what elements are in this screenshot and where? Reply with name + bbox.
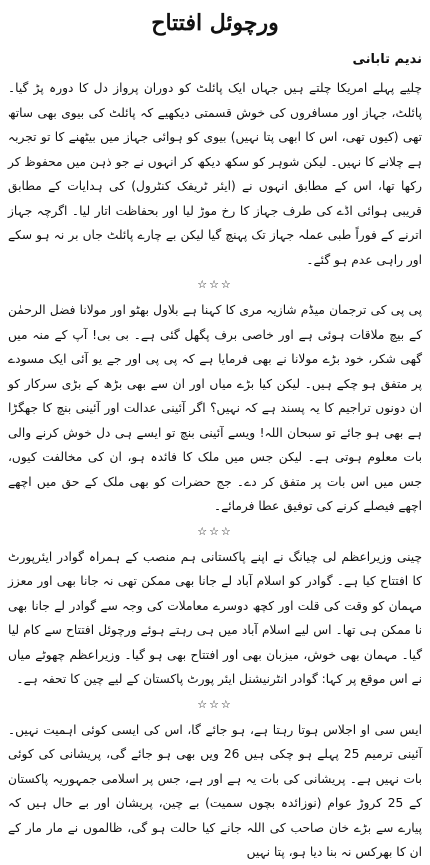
section-separator: ☆☆☆ [197,697,233,711]
paragraph-2: پی پی کی ترجمان میڈم شازیہ مری کا کہنا ہے بلاول بھٹو اور مولانا فضل الرحمٰن کے بیچ ملاقات ہوئی ہے اور خاصی برف پگھل گئی ہے۔ بی بی! آپ کے منہ میں گھی شکر، خود بڑے مولانا نے بھی فرمایا ہے کہ پی پی اور جے یو آئی ایک مسودے پر متفق ہو چکے ہیں۔ لیکن کیا بڑے میاں اور ان سے بھی بڑھ کے بڑی سرکار کو ان دونوں تراجیم کا یہ پسند ہے کہ نہیں؟ اگر آئینی عدالت اور آئینی بنچ کا جھگڑا ہے بھی ہو جائے تو سبحان اللہ! ویسے آئینی بنچ تو ایسے ہی دل خوش کرنے والی بات معلوم ہوتی ہے۔ لیکن جس میں ملک کا فائدہ ہو، ان کی مخالفت کیوں، جس میں اس بات پر متفق کر دے۔ جج حضرات کو بھی ملک کے حق میں اچھے اچھے فیصلے کرنے کی توفیق عطا فرمائے۔ [8,303,422,513]
paragraph-1: چلیے پہلے امریکا چلتے ہیں جہاں ایک پائلٹ کو دوران پرواز دل کا دورہ پڑ گیا۔ پائلٹ، جہاز اور مسافروں کی خوش قسمتی دیکھیے کہ پائلٹ کی بیوی بھی ساتھ تھی (کیوں تھی، اس کا ابھی پتا نہیں) بیوی کو ہوائی جہاز میں بیٹھنے کا تو تجربہ ہے چلانے کا نہیں۔ لیکن شوہر کو سکھ دیکھ کر انہوں نے جو ذہن میں محفوظ کر رکھا تھا، اس کے مطابق انہوں نے (ایئر ٹریفک کنٹرول) کی ہدایات کے مطابق قریبی ہوائی اڈے کی طرف جہاز کا رخ موڑ لیا اور بحفاظت اتار لیا۔ اگرچہ جہاز اترنے کے فوراً طبی عملہ جہاز تک پہنچ گیا لیکن بے چارے پائلٹ جاں بر نہ ہو سکے اور راہی عدم ہو گئے۔ [8,81,422,267]
author-name: ندیم تابانی [352,52,422,67]
section-separator: ☆☆☆ [197,278,233,291]
article-title: ورچوئل افتتاح [151,10,279,36]
paragraph-3: چینی وزیراعظم لی چیانگ نے اپنے پاکستانی ہم منصب کے ہمراہ گوادر ایئرپورٹ کا افتتاح کیا ہے۔ گوادر کو اسلام آباد لے جانا بھی ممکن تھی نہ جانا بھی اور معزز مہمان کو وقت کی قلت اور کچھ دوسرے معاملات کی وجہ سے گوادر لے جانا بھی نا ممکن ہی تھا۔ اس لیے اسلام آباد میں ہی رہتے ہوئے ورچوئل افتتاح سے کام لیا گیا۔ مہمان بھی خوش، میزبان بھی اور افتتاح بھی ہو گیا۔ وزیراعظم چھوٹے میاں نے اس موقع پر کہا: گوادر انٹرنیشنل ایئر پورٹ پاکستان کے لیے چین کا تحفہ ہے۔ [8,549,422,686]
section-separator: ☆☆☆ [197,524,233,538]
paragraph-4: ایس سی او اجلاس ہوتا رہتا ہے، ہو جائے گا، اس کی ایسی کوئی اہمیت نہیں۔ آئینی ترمیم 25 پہلے ہو چکی ہیں 26 ویں بھی ہو جائے گی، پریشانی کی کوئی بات نہیں ہے۔ پریشانی کی بات یہ ہے اور ہے، جس پر اسلامی جمہوریہ پاکستان کے 25 کروڑ عوام (نوزائدہ بچوں سمیت) بے چین، پریشان اور بے حال ہیں کہ پیارے سے بڑے خان صاحب کی اللہ جانے کیا حالت ہو گی، ظالموں نے مار مار کے ان کا بھرکس نہ بنا دیا ہو، پتا نہیں [8,722,422,859]
